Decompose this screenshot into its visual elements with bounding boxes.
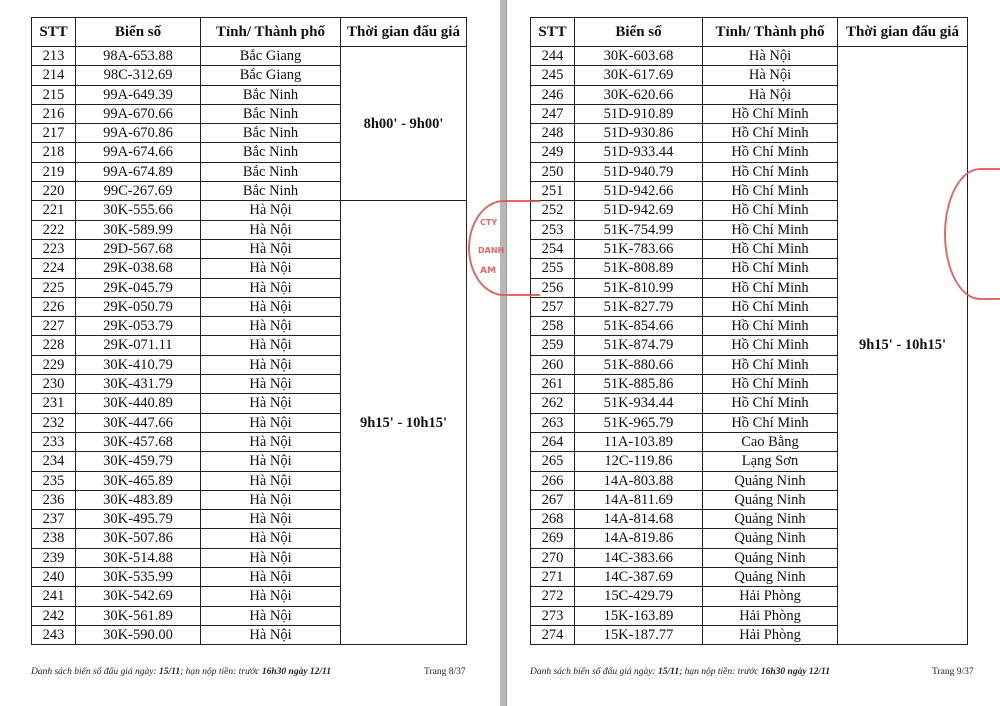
plate-cell: 51K-783.66 bbox=[575, 239, 703, 258]
stt-cell: 235 bbox=[32, 471, 76, 490]
stt-cell: 265 bbox=[531, 452, 575, 471]
plate-cell: 51D-942.69 bbox=[575, 201, 703, 220]
footer-prefix: Danh sách biển số đấu giá ngày: bbox=[530, 667, 656, 677]
province-cell: Bắc Giang bbox=[201, 66, 341, 85]
stt-cell: 244 bbox=[531, 47, 575, 66]
plate-cell: 51K-827.79 bbox=[575, 297, 703, 316]
stt-cell: 271 bbox=[531, 568, 575, 587]
plate-cell: 30K-535.99 bbox=[76, 568, 201, 587]
footer-mid: ; hạn nộp tiền: trước bbox=[180, 667, 260, 677]
stt-cell: 236 bbox=[32, 490, 76, 509]
province-cell: Hà Nội bbox=[201, 548, 341, 567]
stt-cell: 215 bbox=[32, 85, 76, 104]
footer-deadline: 16h30 ngày 12/11 bbox=[261, 667, 332, 677]
header-time: Thời gian đấu giá bbox=[341, 18, 467, 47]
stt-cell: 216 bbox=[32, 104, 76, 123]
stt-cell: 214 bbox=[32, 66, 76, 85]
header-time: Thời gian đấu giá bbox=[838, 18, 968, 47]
province-cell: Hà Nội bbox=[201, 201, 341, 220]
plate-cell: 30K-514.88 bbox=[76, 548, 201, 567]
footer-note bbox=[31, 667, 331, 677]
table-row bbox=[32, 201, 467, 220]
plate-cell: 30K-457.68 bbox=[76, 432, 201, 451]
province-cell: Hà Nội bbox=[201, 220, 341, 239]
plate-cell: 99A-670.86 bbox=[76, 124, 201, 143]
province-cell: Hà Nội bbox=[201, 394, 341, 413]
stt-cell: 249 bbox=[531, 143, 575, 162]
plate-cell: 30K-410.79 bbox=[76, 355, 201, 374]
stt-cell: 266 bbox=[531, 471, 575, 490]
province-cell: Bắc Giang bbox=[201, 47, 341, 66]
province-cell: Hà Nội bbox=[201, 297, 341, 316]
plate-cell: 14A-803.88 bbox=[575, 471, 703, 490]
plate-cell: 51K-854.66 bbox=[575, 317, 703, 336]
province-cell: Hồ Chí Minh bbox=[703, 394, 838, 413]
stt-cell: 245 bbox=[531, 66, 575, 85]
stt-cell: 264 bbox=[531, 432, 575, 451]
stt-cell: 253 bbox=[531, 220, 575, 239]
stt-cell: 255 bbox=[531, 259, 575, 278]
plate-cell: 30K-589.99 bbox=[76, 220, 201, 239]
province-cell: Hồ Chí Minh bbox=[703, 201, 838, 220]
province-cell: Hồ Chí Minh bbox=[703, 124, 838, 143]
stt-cell: 256 bbox=[531, 278, 575, 297]
plate-cell: 99C-267.69 bbox=[76, 182, 201, 201]
plate-cell: 51K-965.79 bbox=[575, 413, 703, 432]
plate-cell: 15K-163.89 bbox=[575, 606, 703, 625]
plate-cell: 30K-431.79 bbox=[76, 375, 201, 394]
header-plate: Biển số bbox=[575, 18, 703, 47]
stamp-text: CTY bbox=[480, 218, 498, 227]
plate-cell: 51K-885.86 bbox=[575, 375, 703, 394]
province-cell: Hà Nội bbox=[201, 490, 341, 509]
footer-prefix: Danh sách biển số đấu giá ngày: bbox=[31, 667, 157, 677]
plate-cell: 30K-561.89 bbox=[76, 606, 201, 625]
table-row bbox=[32, 47, 467, 66]
table-header-row bbox=[32, 18, 467, 47]
province-cell: Hồ Chí Minh bbox=[703, 259, 838, 278]
plate-cell: 51D-942.66 bbox=[575, 182, 703, 201]
stt-cell: 267 bbox=[531, 490, 575, 509]
stt-cell: 242 bbox=[32, 606, 76, 625]
stt-cell: 238 bbox=[32, 529, 76, 548]
province-cell: Hà Nội bbox=[201, 452, 341, 471]
province-cell: Cao Bằng bbox=[703, 432, 838, 451]
province-cell: Hồ Chí Minh bbox=[703, 143, 838, 162]
stt-cell: 220 bbox=[32, 182, 76, 201]
stt-cell: 226 bbox=[32, 297, 76, 316]
auction-time-cell: 9h15' - 10h15' bbox=[341, 201, 467, 645]
province-cell: Hồ Chí Minh bbox=[703, 413, 838, 432]
province-cell: Bắc Ninh bbox=[201, 104, 341, 123]
plate-cell: 14C-383.66 bbox=[575, 548, 703, 567]
plate-cell: 98A-653.88 bbox=[76, 47, 201, 66]
stt-cell: 234 bbox=[32, 452, 76, 471]
plate-cell: 30K-495.79 bbox=[76, 510, 201, 529]
plate-cell: 30K-459.79 bbox=[76, 452, 201, 471]
footer-date: 15/11 bbox=[158, 667, 181, 677]
stt-cell: 230 bbox=[32, 375, 76, 394]
stt-cell: 222 bbox=[32, 220, 76, 239]
stt-cell: 243 bbox=[32, 625, 76, 644]
stamp-text: DANH bbox=[478, 246, 505, 255]
stt-cell: 213 bbox=[32, 47, 76, 66]
stt-cell: 251 bbox=[531, 182, 575, 201]
stt-cell: 247 bbox=[531, 104, 575, 123]
province-cell: Bắc Ninh bbox=[201, 143, 341, 162]
province-cell: Hồ Chí Minh bbox=[703, 239, 838, 258]
plate-cell: 30K-555.66 bbox=[76, 201, 201, 220]
company-seal-stamp bbox=[468, 200, 540, 296]
stt-cell: 217 bbox=[32, 124, 76, 143]
plate-cell: 15K-187.77 bbox=[575, 625, 703, 644]
table-row bbox=[531, 47, 968, 66]
stt-cell: 224 bbox=[32, 259, 76, 278]
plate-cell: 99A-649.39 bbox=[76, 85, 201, 104]
stt-cell: 252 bbox=[531, 201, 575, 220]
footer-deadline: 16h30 ngày 12/11 bbox=[760, 667, 831, 677]
stt-cell: 273 bbox=[531, 606, 575, 625]
province-cell: Hồ Chí Minh bbox=[703, 220, 838, 239]
province-cell: Hà Nội bbox=[201, 355, 341, 374]
province-cell: Hà Nội bbox=[201, 587, 341, 606]
province-cell: Hà Nội bbox=[703, 85, 838, 104]
province-cell: Hà Nội bbox=[201, 625, 341, 644]
plate-cell: 51K-810.99 bbox=[575, 278, 703, 297]
province-cell: Bắc Ninh bbox=[201, 162, 341, 181]
province-cell: Quảng Ninh bbox=[703, 568, 838, 587]
plate-cell: 29D-567.68 bbox=[76, 239, 201, 258]
header-province: Tỉnh/ Thành phố bbox=[703, 18, 838, 47]
plate-cell: 51D-930.86 bbox=[575, 124, 703, 143]
stt-cell: 223 bbox=[32, 239, 76, 258]
stt-cell: 248 bbox=[531, 124, 575, 143]
province-cell: Bắc Ninh bbox=[201, 85, 341, 104]
stt-cell: 272 bbox=[531, 587, 575, 606]
plate-cell: 30K-447.66 bbox=[76, 413, 201, 432]
auction-time-cell: 8h00' - 9h00' bbox=[341, 47, 467, 201]
province-cell: Hà Nội bbox=[201, 278, 341, 297]
stt-cell: 260 bbox=[531, 355, 575, 374]
stt-cell: 274 bbox=[531, 625, 575, 644]
plate-cell: 51K-808.89 bbox=[575, 259, 703, 278]
header-province: Tỉnh/ Thành phố bbox=[201, 18, 341, 47]
header-stt: STT bbox=[32, 18, 76, 47]
plate-cell: 98C-312.69 bbox=[76, 66, 201, 85]
stt-cell: 221 bbox=[32, 201, 76, 220]
province-cell: Hà Nội bbox=[201, 606, 341, 625]
province-cell: Hải Phòng bbox=[703, 625, 838, 644]
plate-cell: 30K-465.89 bbox=[76, 471, 201, 490]
province-cell: Hồ Chí Minh bbox=[703, 162, 838, 181]
stt-cell: 229 bbox=[32, 355, 76, 374]
stt-cell: 268 bbox=[531, 510, 575, 529]
province-cell: Hà Nội bbox=[703, 66, 838, 85]
province-cell: Hà Nội bbox=[201, 471, 341, 490]
plate-cell: 30K-590.00 bbox=[76, 625, 201, 644]
footer-mid: ; hạn nộp tiền: trước bbox=[679, 667, 759, 677]
province-cell: Hồ Chí Minh bbox=[703, 355, 838, 374]
plate-cell: 30K-440.89 bbox=[76, 394, 201, 413]
plate-cell: 30K-483.89 bbox=[76, 490, 201, 509]
stt-cell: 270 bbox=[531, 548, 575, 567]
province-cell: Hà Nội bbox=[201, 413, 341, 432]
stt-cell: 239 bbox=[32, 548, 76, 567]
stt-cell: 227 bbox=[32, 317, 76, 336]
province-cell: Hà Nội bbox=[201, 336, 341, 355]
stt-cell: 250 bbox=[531, 162, 575, 181]
plate-cell: 51D-910.89 bbox=[575, 104, 703, 123]
plate-cell: 14C-387.69 bbox=[575, 568, 703, 587]
plate-cell: 14A-819.86 bbox=[575, 529, 703, 548]
plate-cell: 14A-814.68 bbox=[575, 510, 703, 529]
province-cell: Hồ Chí Minh bbox=[703, 278, 838, 297]
page-number: Trang 9/37 bbox=[932, 667, 974, 677]
footer-date: 15/11 bbox=[657, 667, 680, 677]
plate-cell: 11A-103.89 bbox=[575, 432, 703, 451]
province-cell: Hồ Chí Minh bbox=[703, 297, 838, 316]
plate-cell: 30K-620.66 bbox=[575, 85, 703, 104]
document-page-right bbox=[506, 0, 1000, 706]
province-cell: Hồ Chí Minh bbox=[703, 317, 838, 336]
stt-cell: 219 bbox=[32, 162, 76, 181]
province-cell: Hồ Chí Minh bbox=[703, 104, 838, 123]
plate-cell: 15C-429.79 bbox=[575, 587, 703, 606]
plate-cell: 51K-934.44 bbox=[575, 394, 703, 413]
page-number: Trang 8/37 bbox=[424, 667, 466, 677]
plate-table-right bbox=[530, 17, 968, 645]
plate-cell: 51K-880.66 bbox=[575, 355, 703, 374]
plate-table-left bbox=[31, 17, 467, 645]
stt-cell: 233 bbox=[32, 432, 76, 451]
plate-cell: 29K-071.11 bbox=[76, 336, 201, 355]
plate-cell: 30K-542.69 bbox=[76, 587, 201, 606]
plate-cell: 51K-754.99 bbox=[575, 220, 703, 239]
header-plate: Biển số bbox=[76, 18, 201, 47]
stt-cell: 269 bbox=[531, 529, 575, 548]
province-cell: Quảng Ninh bbox=[703, 471, 838, 490]
stt-cell: 254 bbox=[531, 239, 575, 258]
plate-cell: 30K-617.69 bbox=[575, 66, 703, 85]
header-stt: STT bbox=[531, 18, 575, 47]
plate-cell: 99A-670.66 bbox=[76, 104, 201, 123]
plate-cell: 29K-038.68 bbox=[76, 259, 201, 278]
stt-cell: 258 bbox=[531, 317, 575, 336]
plate-cell: 99A-674.89 bbox=[76, 162, 201, 181]
stamp-text: AM bbox=[480, 266, 496, 276]
province-cell: Hà Nội bbox=[201, 259, 341, 278]
plate-cell: 51D-940.79 bbox=[575, 162, 703, 181]
province-cell: Hà Nội bbox=[201, 432, 341, 451]
plate-cell: 30K-603.68 bbox=[575, 47, 703, 66]
province-cell: Quảng Ninh bbox=[703, 529, 838, 548]
stt-cell: 241 bbox=[32, 587, 76, 606]
province-cell: Lạng Sơn bbox=[703, 452, 838, 471]
plate-cell: 29K-045.79 bbox=[76, 278, 201, 297]
stt-cell: 262 bbox=[531, 394, 575, 413]
plate-cell: 29K-053.79 bbox=[76, 317, 201, 336]
stt-cell: 231 bbox=[32, 394, 76, 413]
province-cell: Hồ Chí Minh bbox=[703, 182, 838, 201]
table-header-row bbox=[531, 18, 968, 47]
stt-cell: 259 bbox=[531, 336, 575, 355]
stt-cell: 228 bbox=[32, 336, 76, 355]
province-cell: Bắc Ninh bbox=[201, 182, 341, 201]
plate-cell: 29K-050.79 bbox=[76, 297, 201, 316]
stt-cell: 232 bbox=[32, 413, 76, 432]
stt-cell: 263 bbox=[531, 413, 575, 432]
province-cell: Hà Nội bbox=[201, 568, 341, 587]
plate-cell: 30K-507.86 bbox=[76, 529, 201, 548]
province-cell: Quảng Ninh bbox=[703, 490, 838, 509]
auction-time-cell: 9h15' - 10h15' bbox=[838, 47, 968, 645]
province-cell: Hải Phòng bbox=[703, 587, 838, 606]
stt-cell: 237 bbox=[32, 510, 76, 529]
plate-cell: 14A-811.69 bbox=[575, 490, 703, 509]
province-cell: Hà Nội bbox=[201, 510, 341, 529]
stt-cell: 218 bbox=[32, 143, 76, 162]
plate-cell: 51K-874.79 bbox=[575, 336, 703, 355]
province-cell: Quảng Ninh bbox=[703, 510, 838, 529]
province-cell: Hà Nội bbox=[703, 47, 838, 66]
province-cell: Quảng Ninh bbox=[703, 548, 838, 567]
province-cell: Bắc Ninh bbox=[201, 124, 341, 143]
province-cell: Hà Nội bbox=[201, 375, 341, 394]
stt-cell: 261 bbox=[531, 375, 575, 394]
stt-cell: 225 bbox=[32, 278, 76, 297]
stt-cell: 240 bbox=[32, 568, 76, 587]
province-cell: Hồ Chí Minh bbox=[703, 336, 838, 355]
province-cell: Hải Phòng bbox=[703, 606, 838, 625]
footer-note bbox=[530, 667, 830, 677]
province-cell: Hà Nội bbox=[201, 529, 341, 548]
plate-cell: 99A-674.66 bbox=[76, 143, 201, 162]
province-cell: Hà Nội bbox=[201, 239, 341, 258]
stt-cell: 246 bbox=[531, 85, 575, 104]
plate-cell: 51D-933.44 bbox=[575, 143, 703, 162]
plate-cell: 12C-119.86 bbox=[575, 452, 703, 471]
stt-cell: 257 bbox=[531, 297, 575, 316]
province-cell: Hà Nội bbox=[201, 317, 341, 336]
province-cell: Hồ Chí Minh bbox=[703, 375, 838, 394]
